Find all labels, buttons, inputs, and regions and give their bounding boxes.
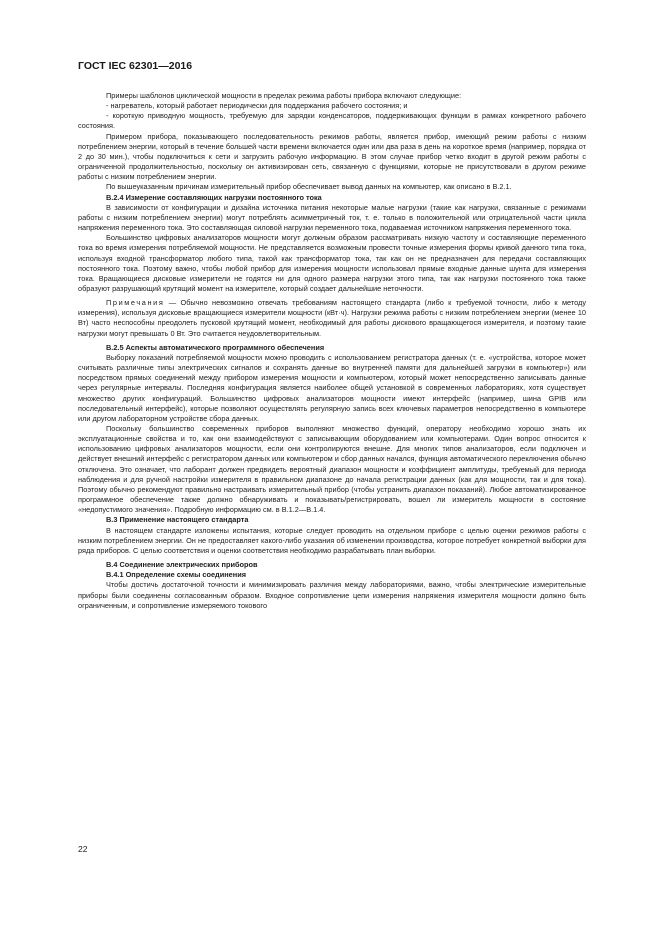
paragraph: Большинство цифровых анализаторов мощности могут должным образом рассматривать низкую частоту и составляющие переменного тока во время измерения потребляемой мощности. Не представляется возможным провести точные измерения формы кривой данного типа тока, используя входной трансформатор любого типа, такой как трансформатор тока, так как он не предназначен для передачи составляющих постоянного тока. Поэтому важно, чтобы любой прибор для измерения мощности использовал прямые входные данные шунта для измерения тока. Вращающиеся дисковые измерители не годятся ни для одного размера нагрузки этого типа, так как нагрузки постоянного тока также образуют разрушающий крутящий момент на измерителе, который создает дальнейшие неточности. — [78, 233, 586, 293]
list-item: - короткую приводную мощность, требуемую для зарядки конденсаторов, поддерживающих функции в рамках конкретного рабочего состояния. — [78, 111, 586, 131]
list-item: - нагреватель, который работает периодически для поддержания рабочего состояния; и — [106, 101, 408, 111]
paragraph: По вышеуказанным причинам измерительный прибор обеспечивает вывод данных на компьютер, как описано в B.2.1. — [106, 182, 512, 192]
document-header: ГОСТ IEC 62301—2016 — [78, 60, 193, 72]
section-heading: B.2.5 Аспекты автоматического программного обеспечения — [106, 342, 325, 352]
subsection-heading: B.4.1 Определение схемы соединения — [106, 570, 246, 580]
note-text: — Обычно невозможно отвечать требованиям настоящего стандарта (либо к требуемой точности, либо к методу измерения), используя дисковые вращающиеся измерители мощности (кВт·ч). Нагрузки режима работы с низким потреблением энергии (менее 10 Вт) часто неспособны преодолеть пусковой крутящий момент, необходимый для работы дискового вращающегося измерителя, и поэтому такие нагрузки могут превышать 0 Вт. Это считается неудовлетворительным. — [78, 298, 586, 338]
paragraph: Примеры шаблонов циклической мощности в пределах режима работы прибора включают следующие: — [106, 91, 462, 100]
paragraph: Примером прибора, показывающего последовательность режимов работы, является прибор, имеющий режим работы с низким потреблением энергии, который в течение большей части времени включается один или два раза в день на короткое время (например, порядка от 2 до 30 мин.), чтобы подключиться к сети и загрузить рабочую информацию. В этом случае прибор четко входит в другой режим работы с ограниченной продолжительностью, поскольку он активизирован сеть, связанную с функциями, которые не присутствовали в другом режиме работы с низким потреблением энергии. — [78, 131, 586, 182]
section-heading: B.3 Применение настоящего стандарта — [106, 515, 249, 525]
paragraph: Чтобы достичь достаточной точности и минимизировать различия между лабораториями, важно, чтобы электрические измерительные приборы были соединены согласованным образом. Входное сопротивление цепи измерения напряжения измерителя мощности должно быть ограниченным, и сопротивление измеряемого токового — [78, 580, 586, 610]
note — [78, 298, 586, 339]
note-label: Примечания — [106, 298, 165, 308]
paragraph: Поскольку большинство современных приборов выполняют множество функций, оператору необходимо хорошо знать их эксплуатационные свойства и то, как они взаимодействуют с записывающим оборудованием или компьютерами. Один вопрос относится к использованию цифровых анализаторов мощности, если они контролируются внешне. Для многих типов анализаторов, если подключен и действует внешний интерфейс с регистратором данных или компьютером и сбор данных начался, функция автоматического переключения обычно отключена. Это означает, что лаборант должен предвидеть вероятный диапазон мощности и коэффициент амплитуды, требуемый для периода наблюдения и для ручной настройки измерителя в правильном диапазоне до начала регистрации данных (как для мощности, так и для тока). Поэтому обычно рекомендуют правильно настраивать измерительный прибор (чтобы устранить диапазон показаний). Любое автоматизированное программное обеспечение также должно обнаруживать и показывать/регистрировать, вошел ли измеритель мощности в состояние «недопустимого значения». Подробную информацию см. в B.1.2—B.1.4. — [78, 424, 586, 515]
document-body — [78, 91, 586, 611]
page-number: 22 — [78, 844, 88, 854]
paragraph: Выборку показаний потребляемой мощности можно проводить с использованием регистратора данных (т. е. «устройства, которое может считывать различные типы электрических сигналов и сохранять данные во внутренней памяти для дальнейшей загрузки в компьютер») или посредством прямых соединений между прибором измерения мощности и компьютером, который может непосредственно записывать данные через регулярные интервалы. Последняя конфигурация является наиболее общей установкой в современных лабораториях, хотя существует множество других конфигураций. Большинство цифровых анализаторов мощности имеют интерфейс (например, шина GPIB или последовательный интерфейс), которые позволяют осуществлять регулярную запись всех ключевых параметров непосредственно в компьютере или другом лабораторном устройстве сбора данных. — [78, 352, 586, 423]
paragraph: В зависимости от конфигурации и дизайна источника питания некоторые малые нагрузки (такие как нагрузки, связанные с режимами работы с низким потреблением энергии) могут потреблять асимметричный ток, т. е. только в положительной или отрицательной части цикла напряжения переменного тока. Это составляющая силовой нагрузки переменного тока, подаваемая источником напряжения переменного тока. — [78, 202, 586, 233]
section-heading: B.2.4 Измерение составляющих нагрузки постоянного тока — [106, 192, 322, 202]
paragraph: В настоящем стандарте изложены испытания, которые следует проводить на отдельном приборе с целью оценки режимов работы с низким потреблением энергии. Он не предоставляет какого-либо указания об изменении производства, которое потребует конкретной выборки для ряда приборов. С целью соответствия и оценки соответствия необходимо разрабатывать план выборки. — [78, 525, 586, 555]
section-heading: B.4 Соединение электрических приборов — [106, 560, 258, 570]
